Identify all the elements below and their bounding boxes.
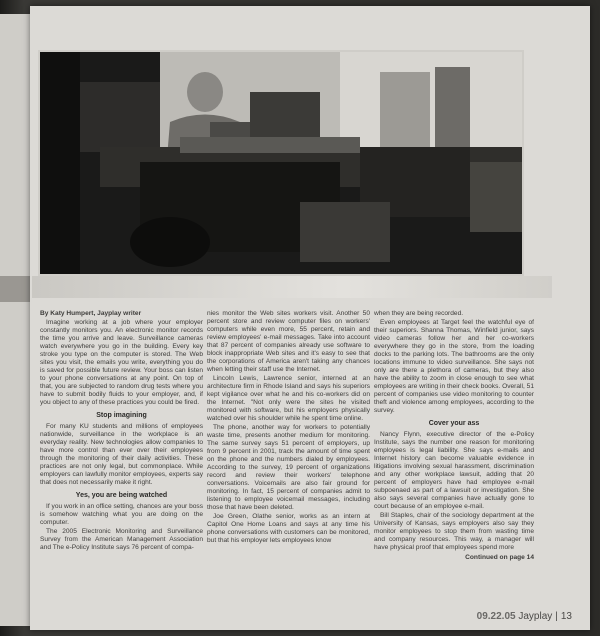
article-column-3 (374, 310, 534, 562)
article-paragraph: when they are being recorded. (374, 310, 464, 317)
office-photo-illustration (40, 52, 522, 274)
magazine-page (30, 6, 590, 630)
article-paragraph: Joe Green, Olathe senior, works as an intern at Capitol One Home Loans and says at any time his phone conversations with customers can be monitored, but that his employer lets employees know (207, 513, 370, 544)
article-paragraph: If you work in an office setting, chances are your boss is somehow watching what you are doing on the computer. (40, 503, 203, 526)
article-paragraph: The 2005 Electronic Monitoring and Surveillance Survey from the American Management Association and The e-Policy Institute says 76 percent of compa- (40, 528, 203, 551)
publication-name: Jayplay (518, 611, 553, 622)
photo-caption-band (32, 276, 552, 298)
article-paragraph: Even employees at Target feel the watchful eye of their superiors. Shanna Thomas, Winfield junior, says video cameras follow her and her co-workers everywhere they go in the store, from the loading docks to the parking lots. The bathrooms are the only locations immune to video surveillance. She says not only are there a plethora of cameras, but they also have the ability to zoom in close enough to see what employees are writing in their check books. Overall, 51 percent of companies use video monitoring to counter theft and violence among employees, according to the survey. (374, 319, 534, 414)
page-folio (477, 611, 572, 622)
page-number: 13 (560, 611, 572, 622)
office-photo (38, 50, 524, 276)
subhead-stop-imagining: Stop imagining (96, 412, 147, 419)
folio-divider: | (555, 611, 558, 622)
article-column-1 (40, 310, 203, 553)
article-paragraph: Lincoln Lewis, Lawrence senior, interned at an architecture firm in Rhode Island and says his superiors kept vigilance over what he and his co-workers did on the Internet. "Not only were the sites he visited monitored with software, but his employers physically watched over his shoulder while he spent time online. (207, 375, 370, 422)
issue-date: 09.22.05 (476, 611, 516, 622)
article-paragraph: Imagine working at a job where your employer constantly monitors you. An electronic monitor records the time you arrive and leave. Surveillance cameras watch everywhere you go in the building. Every key stroke you type on the computer is stored. The Web sites you visit, the emails you write, everything you do is saved for possible future review. Your boss can listen to your phone conversations at any point. On top of that, you are subjected to random drug tests where you have to submit bodily fluids to your employer, and, if you object to any of these practices you could be fired. (40, 319, 203, 406)
continued-on-page: Continued on page 14 (465, 554, 534, 561)
facing-page-band (0, 276, 30, 302)
article-paragraph: Bill Staples, chair of the sociology department at the University of Kansas, says employers also say they monitor employees to stop them from wasting time and company resources. This way, a manager will have physical proof that employees spend more (374, 512, 534, 551)
article-paragraph: For many KU students and millions of employees nationwide, surveillance in the workplace is an everyday reality. New technologies allow companies to have more control than ever over their employees through the monitoring of their daily activities. These practices are not only legal, but commonplace. While employers can lawfully monitor employees, experts say that does not necessarily make it right. (40, 423, 203, 486)
subhead-cover: Cover your ass (428, 420, 480, 427)
article-paragraph: The phone, another way for workers to potentially waste time, presents another medium for monitoring. The same survey says 51 percent of employers, up from 9 percent in 2001, track the amount of time spent on the phone and the numbers dialed by employees. According to the survey, 19 percent of organizations record and review their workers' telephone conversations. Voicemails are also fair ground for monitoring. In fact, 15 percent of companies admit to listening to employee voicemail messages, including those that have been deleted. (207, 424, 370, 511)
article-paragraph: nies monitor the Web sites workers visit. Another 50 percent store and review computer files on workers' computers while even more, 55 percent, retain and review employees' e-mail messages. Take into account that 87 percent of companies already use software to block inappropriate Web sites and it's easy to see that the corporations of America aren't taking any chances when letting their staff use the Internet. (207, 310, 370, 373)
article-byline: By Katy Humpert, Jayplay writer (40, 310, 142, 317)
facing-page-edge (0, 14, 32, 626)
subhead-being-watched: Yes, you are being watched (75, 492, 168, 499)
article-column-2 (207, 310, 370, 546)
article-paragraph: Nancy Flynn, executive director of the e-Policy Institute, says the number one reason for monitoring employees is legal liability. She says e-mails and Internet history can become valuable evidence in litigations involving sexual harassment, discrimination and any other workplace lawsuit, adding that 20 percent of employers have had employee e-mail subpoenaed as part of a lawsuit or investigation. She also says several companies have actually gone to court because of an employee e-mail. (374, 431, 534, 510)
